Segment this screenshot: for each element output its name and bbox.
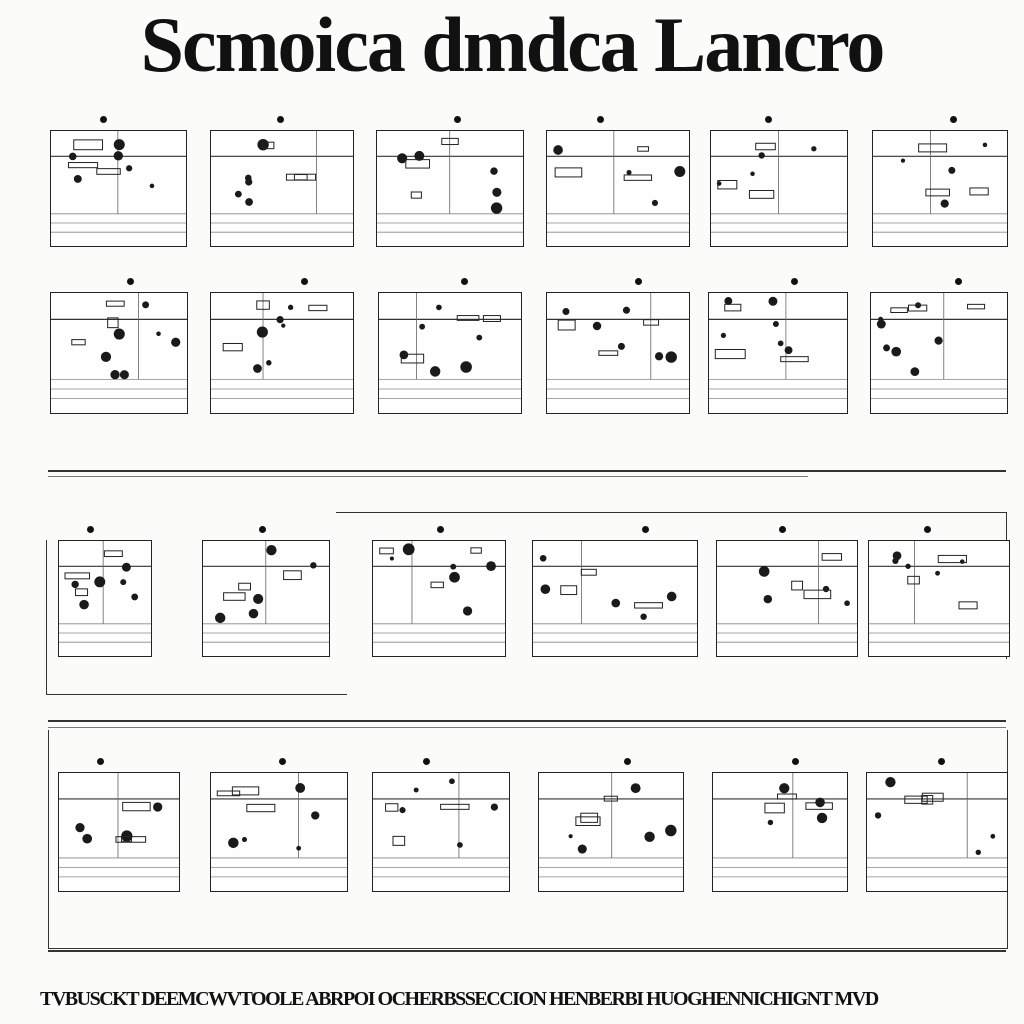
sketch-glyph bbox=[990, 834, 995, 839]
footer-text: TVBUSCKT DEEMCWVTOOLE ABRPOI OCHERBSSECCION HENBERBI HUOGHENNICHIGNT MVD bbox=[40, 988, 878, 1010]
sketch-glyph bbox=[715, 349, 745, 358]
sketch-glyph bbox=[891, 308, 908, 313]
sketch-knob bbox=[301, 278, 308, 285]
sketch-glyph bbox=[768, 820, 773, 825]
sketch-knob bbox=[635, 278, 642, 285]
sketch-glyph bbox=[725, 304, 741, 311]
sketch-drawing bbox=[871, 293, 1007, 413]
sketch-drawing bbox=[717, 541, 857, 656]
sketch-glyph bbox=[652, 200, 658, 206]
sketch-panel bbox=[866, 772, 1008, 892]
sketch-glyph bbox=[558, 320, 575, 330]
sketch-glyph bbox=[266, 545, 276, 555]
sketch-knob bbox=[461, 278, 468, 285]
sketch-glyph bbox=[386, 804, 398, 811]
sketch-glyph bbox=[878, 317, 883, 322]
sketch-glyph bbox=[247, 804, 275, 811]
sketch-glyph bbox=[665, 825, 676, 836]
sketch-glyph bbox=[72, 340, 85, 345]
sketch-glyph bbox=[380, 548, 394, 554]
sketch-glyph bbox=[309, 305, 327, 310]
sketch-glyph bbox=[724, 297, 732, 305]
sketch-glyph bbox=[905, 796, 927, 803]
sketch-panel bbox=[210, 772, 348, 892]
sketch-glyph bbox=[640, 613, 646, 619]
sketch-glyph bbox=[239, 583, 251, 590]
sketch-glyph bbox=[74, 175, 82, 183]
sketch-glyph bbox=[781, 357, 808, 362]
sketch-glyph bbox=[891, 347, 901, 357]
sketch-drawing bbox=[539, 773, 683, 891]
sketch-drawing bbox=[873, 131, 1007, 246]
sketch-glyph bbox=[71, 581, 78, 588]
section-divider-thin bbox=[48, 476, 808, 477]
sketch-glyph bbox=[153, 802, 162, 811]
section-divider bbox=[48, 720, 1006, 722]
sketch-glyph bbox=[623, 307, 630, 314]
sketch-drawing bbox=[59, 773, 179, 891]
sketch-glyph bbox=[449, 778, 455, 784]
sketch-glyph bbox=[768, 297, 777, 306]
sketch-knob bbox=[259, 526, 266, 533]
sketch-drawing bbox=[547, 293, 689, 413]
sketch-drawing bbox=[867, 773, 1007, 891]
sketch-panel bbox=[708, 292, 848, 414]
sketch-glyph bbox=[101, 352, 111, 362]
sketch-glyph bbox=[638, 147, 649, 151]
sketch-knob bbox=[624, 758, 631, 765]
sketch-glyph bbox=[778, 794, 797, 799]
section-divider bbox=[48, 950, 1006, 952]
sketch-glyph bbox=[983, 143, 988, 148]
sketch-glyph bbox=[883, 344, 890, 351]
sketch-glyph bbox=[758, 152, 764, 158]
sketch-glyph bbox=[249, 609, 259, 619]
sketch-glyph bbox=[562, 308, 569, 315]
sketch-glyph bbox=[156, 331, 161, 336]
sketch-glyph bbox=[228, 838, 238, 848]
section-divider bbox=[48, 470, 1006, 472]
sketch-glyph bbox=[295, 783, 305, 793]
sketch-knob bbox=[127, 278, 134, 285]
sketch-glyph bbox=[655, 352, 663, 360]
sketch-glyph bbox=[555, 168, 582, 177]
sketch-glyph bbox=[593, 322, 601, 330]
sketch-glyph bbox=[296, 846, 301, 851]
sketch-panel bbox=[538, 772, 684, 892]
sketch-glyph bbox=[749, 190, 773, 198]
sketch-glyph bbox=[611, 599, 620, 608]
sketch-glyph bbox=[935, 571, 940, 576]
sketch-glyph bbox=[430, 366, 440, 376]
sketch-knob bbox=[100, 116, 107, 123]
sketch-panel bbox=[712, 772, 848, 892]
sketch-glyph bbox=[486, 561, 496, 571]
sketch-glyph bbox=[576, 817, 600, 826]
sketch-glyph bbox=[131, 593, 138, 600]
sketch-glyph bbox=[959, 602, 977, 609]
sketch-drawing bbox=[711, 131, 847, 246]
sketch-glyph bbox=[94, 576, 105, 587]
sketch-panel bbox=[532, 540, 698, 657]
sketch-panel bbox=[716, 540, 858, 657]
sketch-glyph bbox=[756, 143, 776, 149]
sketch-glyph bbox=[414, 788, 419, 793]
sketch-glyph bbox=[406, 160, 430, 168]
sketch-drawing bbox=[377, 131, 523, 246]
sketch-glyph bbox=[281, 323, 285, 327]
sketch-glyph bbox=[390, 556, 394, 560]
sketch-panel bbox=[210, 130, 354, 247]
sketch-glyph bbox=[792, 581, 803, 590]
sketch-glyph bbox=[910, 367, 919, 376]
sketch-knob bbox=[279, 758, 286, 765]
sketch-glyph bbox=[817, 813, 827, 823]
sketch-glyph bbox=[411, 192, 421, 198]
sketch-glyph bbox=[245, 198, 253, 206]
sketch-glyph bbox=[811, 146, 816, 151]
sketch-drawing bbox=[211, 293, 353, 413]
sketch-glyph bbox=[257, 326, 268, 337]
sketch-glyph bbox=[778, 341, 784, 347]
sketch-glyph bbox=[667, 592, 677, 602]
sketch-glyph bbox=[822, 554, 841, 561]
sketch-glyph bbox=[68, 163, 97, 168]
sketch-glyph bbox=[844, 600, 850, 606]
sketch-glyph bbox=[288, 305, 293, 310]
sketch-glyph bbox=[449, 572, 460, 583]
sketch-glyph bbox=[581, 569, 596, 575]
sketch-knob bbox=[437, 526, 444, 533]
sketch-glyph bbox=[674, 166, 685, 177]
sketch-glyph bbox=[242, 837, 247, 842]
sketch-panel bbox=[50, 130, 187, 247]
sketch-glyph bbox=[245, 178, 252, 185]
sketch-panel bbox=[50, 292, 188, 414]
page-title: Scmoica dmdca Lancro bbox=[140, 1, 884, 88]
sketch-glyph bbox=[82, 834, 92, 844]
sketch-glyph bbox=[471, 548, 481, 553]
sketch-glyph bbox=[75, 589, 87, 596]
sketch-glyph bbox=[540, 555, 547, 562]
sketch-glyph bbox=[114, 329, 125, 340]
sketch-glyph bbox=[908, 576, 920, 584]
sketch-knob bbox=[792, 758, 799, 765]
group-frame bbox=[48, 730, 1008, 949]
sketch-drawing bbox=[211, 131, 353, 246]
sketch-knob bbox=[87, 526, 94, 533]
sketch-glyph bbox=[823, 586, 829, 592]
sketch-glyph bbox=[457, 842, 463, 848]
sketch-glyph bbox=[561, 586, 577, 595]
sketch-drawing bbox=[51, 293, 187, 413]
sketch-knob bbox=[955, 278, 962, 285]
sketch-knob bbox=[277, 116, 284, 123]
sketch-glyph bbox=[121, 830, 132, 841]
sketch-glyph bbox=[311, 811, 319, 819]
sketch-glyph bbox=[666, 351, 677, 362]
sketch-panel bbox=[710, 130, 848, 247]
sketch-glyph bbox=[624, 175, 651, 180]
sketch-glyph bbox=[644, 832, 654, 842]
sketch-glyph bbox=[399, 807, 405, 813]
sketch-glyph bbox=[310, 562, 316, 568]
sketch-glyph bbox=[635, 603, 663, 608]
sketch-knob bbox=[924, 526, 931, 533]
sketch-knob bbox=[950, 116, 957, 123]
sketch-knob bbox=[642, 526, 649, 533]
sketch-glyph bbox=[286, 174, 315, 180]
sketch-glyph bbox=[266, 360, 271, 365]
sketch-glyph bbox=[284, 571, 302, 580]
sketch-panel bbox=[546, 130, 690, 247]
sketch-drawing bbox=[713, 773, 847, 891]
sketch-glyph bbox=[122, 563, 131, 572]
section-divider-thin bbox=[48, 727, 1006, 728]
sketch-glyph bbox=[631, 783, 641, 793]
sketch-glyph bbox=[970, 188, 988, 195]
sketch-glyph bbox=[253, 594, 263, 604]
sketch-glyph bbox=[492, 188, 501, 197]
sketch-glyph bbox=[893, 551, 902, 560]
sketch-drawing bbox=[533, 541, 697, 656]
sketch-glyph bbox=[450, 564, 456, 570]
sketch-glyph bbox=[976, 850, 981, 855]
sketch-glyph bbox=[934, 337, 942, 345]
sketch-panel bbox=[372, 772, 510, 892]
sketch-glyph bbox=[960, 559, 965, 564]
sketch-glyph bbox=[69, 153, 77, 161]
sketch-glyph bbox=[106, 301, 124, 306]
sketch-panel bbox=[378, 292, 522, 414]
sketch-glyph bbox=[441, 804, 469, 809]
sketch-drawing bbox=[203, 541, 329, 656]
sketch-glyph bbox=[393, 836, 405, 845]
sketch-glyph bbox=[114, 139, 125, 150]
sketch-glyph bbox=[224, 593, 245, 601]
sketch-glyph bbox=[578, 845, 587, 854]
sketch-glyph bbox=[483, 316, 500, 322]
sketch-glyph bbox=[779, 783, 789, 793]
sketch-glyph bbox=[65, 573, 89, 579]
sketch-glyph bbox=[150, 184, 155, 189]
sketch-glyph bbox=[759, 566, 770, 577]
sketch-glyph bbox=[142, 301, 149, 308]
sketch-knob bbox=[423, 758, 430, 765]
sketch-drawing bbox=[379, 293, 521, 413]
sketch-glyph bbox=[627, 170, 632, 175]
sketch-panel bbox=[870, 292, 1008, 414]
sketch-glyph bbox=[171, 338, 180, 347]
sketch-glyph bbox=[491, 202, 502, 213]
sketch-drawing bbox=[211, 773, 347, 891]
sketch-knob bbox=[765, 116, 772, 123]
sketch-glyph bbox=[79, 600, 89, 610]
sketch-glyph bbox=[476, 335, 482, 341]
sketch-glyph bbox=[581, 813, 598, 822]
sketch-glyph bbox=[97, 169, 120, 175]
sketch-glyph bbox=[460, 361, 472, 373]
sketch-glyph bbox=[569, 834, 573, 838]
sketch-glyph bbox=[104, 551, 122, 557]
sketch-knob bbox=[97, 758, 104, 765]
sketch-glyph bbox=[436, 305, 442, 311]
sketch-glyph bbox=[905, 564, 910, 569]
sketch-panel bbox=[546, 292, 690, 414]
sketch-glyph bbox=[721, 333, 726, 338]
sketch-drawing bbox=[59, 541, 151, 656]
sketch-glyph bbox=[885, 777, 895, 787]
sketch-glyph bbox=[764, 595, 772, 603]
sketch-glyph bbox=[253, 364, 262, 373]
sketch-knob bbox=[454, 116, 461, 123]
sketch-glyph bbox=[875, 812, 881, 818]
sketch-glyph bbox=[223, 343, 242, 350]
sketch-glyph bbox=[541, 584, 551, 594]
sketch-panel bbox=[58, 540, 152, 657]
sketch-drawing bbox=[709, 293, 847, 413]
sketch-glyph bbox=[74, 140, 103, 150]
sketch-drawing bbox=[869, 541, 1009, 656]
sketch-glyph bbox=[901, 159, 905, 163]
sketch-panel bbox=[868, 540, 1010, 657]
sketch-glyph bbox=[618, 343, 625, 350]
sketch-glyph bbox=[553, 145, 563, 155]
sketch-glyph bbox=[126, 165, 132, 171]
sketch-panel bbox=[58, 772, 180, 892]
sketch-glyph bbox=[463, 606, 472, 615]
sketch-glyph bbox=[294, 175, 307, 180]
sketch-glyph bbox=[114, 151, 123, 160]
sketch-glyph bbox=[765, 803, 784, 813]
sketch-glyph bbox=[403, 543, 415, 555]
sketch-glyph bbox=[120, 370, 129, 379]
sketch-panel bbox=[376, 130, 524, 247]
sketch-knob bbox=[791, 278, 798, 285]
sketch-glyph bbox=[968, 304, 985, 308]
sketch-glyph bbox=[215, 613, 225, 623]
sketch-glyph bbox=[491, 803, 498, 810]
sketch-glyph bbox=[750, 172, 755, 177]
sketch-glyph bbox=[926, 189, 950, 196]
sketch-glyph bbox=[773, 321, 779, 327]
sketch-glyph bbox=[110, 370, 119, 379]
sketch-glyph bbox=[948, 167, 955, 174]
sketch-panel bbox=[202, 540, 330, 657]
sketch-glyph bbox=[941, 199, 949, 207]
sketch-drawing bbox=[373, 773, 509, 891]
sketch-drawing bbox=[373, 541, 505, 656]
sketch-knob bbox=[597, 116, 604, 123]
sketch-glyph bbox=[599, 351, 618, 356]
sketch-glyph bbox=[75, 823, 84, 832]
sketch-panel bbox=[372, 540, 506, 657]
sketch-panel bbox=[872, 130, 1008, 247]
sketch-glyph bbox=[490, 167, 498, 175]
sketch-panel bbox=[210, 292, 354, 414]
sketch-drawing bbox=[51, 131, 186, 246]
sketch-glyph bbox=[120, 579, 126, 585]
sketch-glyph bbox=[123, 802, 150, 810]
sketch-glyph bbox=[919, 144, 947, 152]
sketch-glyph bbox=[276, 316, 283, 323]
sketch-glyph bbox=[431, 582, 443, 588]
sketch-glyph bbox=[785, 346, 793, 354]
sketch-glyph bbox=[419, 324, 425, 330]
sketch-drawing bbox=[547, 131, 689, 246]
sketch-glyph bbox=[235, 191, 242, 198]
